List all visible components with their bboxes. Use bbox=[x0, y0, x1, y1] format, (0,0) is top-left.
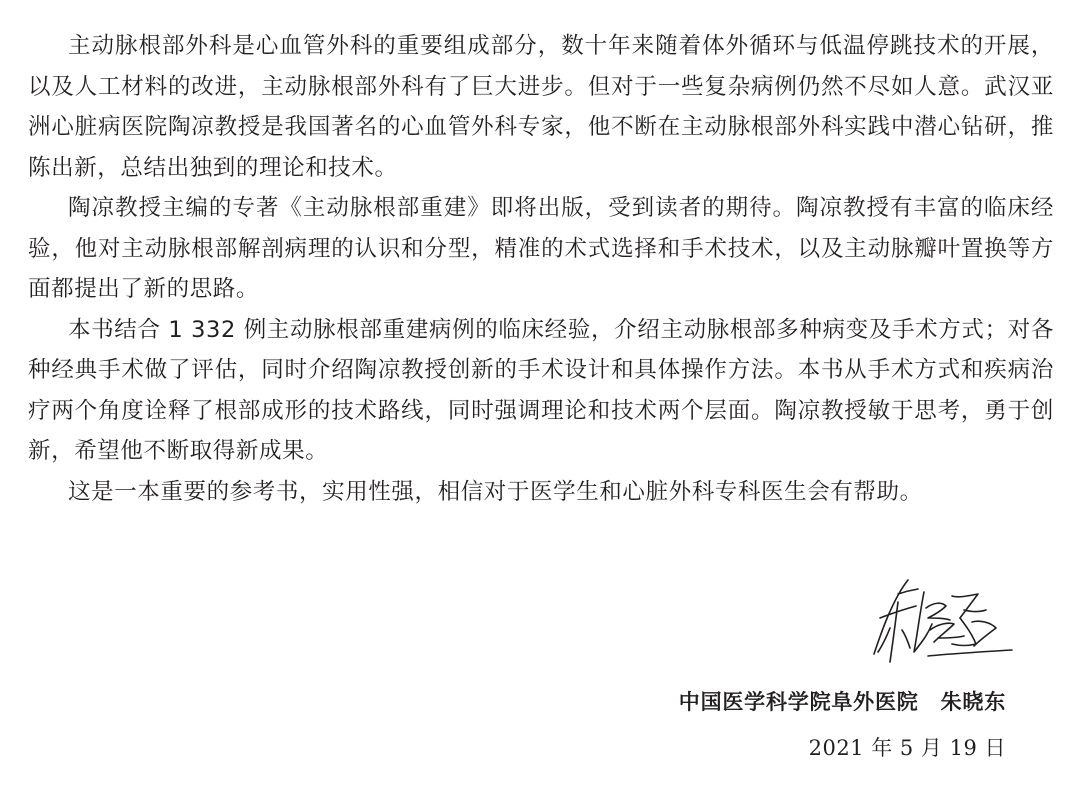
author-name: 朱晓东 bbox=[940, 690, 1006, 714]
handwritten-signature bbox=[868, 572, 1018, 672]
signoff-date: 2021 年 5 月 19 日 bbox=[808, 736, 1006, 760]
institution-name: 中国医学科学院阜外医院 bbox=[678, 690, 919, 714]
paragraph-4: 这是一本重要的参考书，实用性强，相信对于医学生和心脏外科专科医生会有帮助。 bbox=[68, 478, 923, 505]
paragraph-1: 主动脉根部外科是心血管外科的重要组成部分，数十年来随着体外循环与低温停跳技术的开展，以及人工材料的改进，主动脉根部外科有了巨大进步。但对于一些复杂病例仍然不尽如人意。武汉亚洲心脏病医院陶凉教授是我国著名的心血管外科专家，他不断在主动脉根部外科实践中潜心钻研，推陈出新，总结出独到的理论和技术。 bbox=[28, 33, 1054, 181]
paragraph-3: 本书结合 1 332 例主动脉根部重建病例的临床经验，介绍主动脉根部多种病变及手术方式；对各种经典手术做了评估，同时介绍陶凉教授创新的手术设计和具体操作方法。本书从手术方式和疾病治疗两个角度诠释了根部成形的技术路线，同时强调理论和技术两个层面。陶凉教授敏于思考，勇于创新，希望他不断取得新成果。 bbox=[28, 316, 1054, 464]
paragraph-2: 陶凉教授主编的专著《主动脉根部重建》即将出版，受到读者的期待。陶凉教授有丰富的临床经验，他对主动脉根部解剖病理的认识和分型，精准的术式选择和手术技术，以及主动脉瓣叶置换等方面都提出了新的思路。 bbox=[28, 195, 1054, 302]
signoff-line bbox=[679, 686, 1006, 716]
preface-body bbox=[28, 26, 1054, 512]
